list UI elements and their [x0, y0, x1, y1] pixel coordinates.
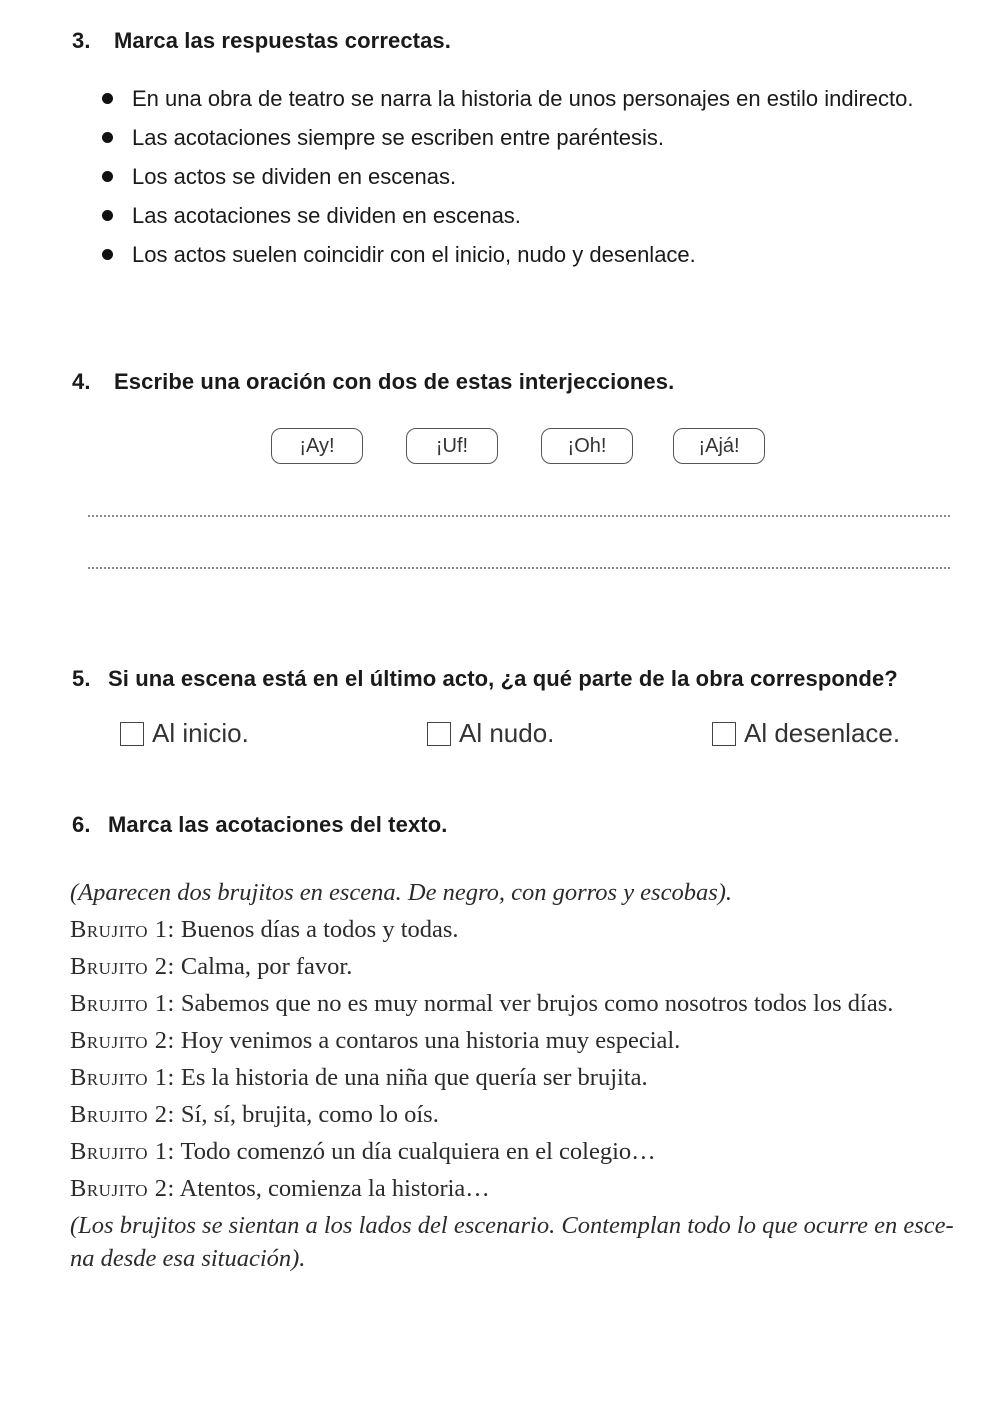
answer-text: En una obra de teatro se narra la historia de unos personajes en estilo indirecto.: [132, 86, 914, 111]
bullet-icon: [102, 171, 113, 182]
stage-direction-opening[interactable]: (Aparecen dos brujitos en escena. De negro, con gorros y escobas).: [70, 879, 733, 906]
interjection-chip-uf: ¡Uf!: [406, 428, 498, 464]
dialogue-line: [70, 1133, 970, 1170]
answer-item[interactable]: [100, 158, 920, 195]
option-inicio[interactable]: [120, 718, 249, 749]
speaker-label: Brujito 2:: [70, 1101, 175, 1128]
interjection-chip-ay: ¡Ay!: [271, 428, 363, 464]
dialogue-line: [70, 911, 970, 948]
question-5-number: 5.: [72, 666, 91, 691]
checkbox-desenlace[interactable]: [712, 722, 736, 746]
question-3-number: 3.: [72, 28, 91, 53]
dialogue-text: Buenos días a todos y todas.: [180, 916, 459, 943]
dialogue-line: [70, 1059, 970, 1096]
dialogue-text: Todo comenzó un día cualquiera en el colegio…: [180, 1138, 656, 1165]
bullet-icon: [102, 93, 113, 104]
speaker-label: Brujito 1:: [70, 990, 175, 1017]
answer-item[interactable]: [100, 80, 920, 117]
bullet-icon: [102, 249, 113, 260]
question-3-title: [72, 28, 451, 54]
checkbox-nudo[interactable]: [427, 722, 451, 746]
question-4-title: [72, 369, 674, 395]
speaker-label: Brujito 2:: [70, 1175, 175, 1202]
dialogue-text: Es la historia de una niña que quería ser brujita.: [180, 1064, 648, 1091]
question-3-answer-list: [100, 80, 920, 275]
question-4-number: 4.: [72, 369, 91, 394]
answer-text: Las acotaciones se dividen en escenas.: [132, 203, 521, 228]
dialogue-line: [70, 1096, 970, 1133]
answer-text: Los actos suelen coincidir con el inicio, nudo y desenlace.: [132, 242, 696, 267]
interjection-chip-oh: ¡Oh!: [541, 428, 633, 464]
speaker-label: Brujito 2:: [70, 1027, 175, 1054]
theatre-script: [70, 874, 970, 1275]
bullet-icon: [102, 132, 113, 143]
question-6-text: Marca las acotaciones del texto.: [108, 812, 448, 837]
dialogue-text: Sí, sí, brujita, como lo oís.: [180, 1101, 439, 1128]
dialogue-text: Hoy venimos a contaros una historia muy especial.: [180, 1027, 681, 1054]
dialogue-text: Sabemos que no es muy normal ver brujos como nosotros todos los días.: [180, 990, 894, 1017]
question-3-text: Marca las respuestas correctas.: [114, 28, 451, 53]
option-inicio-label: Al inicio.: [152, 718, 249, 748]
question-6-number: 6.: [72, 812, 91, 837]
question-4-text: Escribe una oración con dos de estas interjecciones.: [114, 369, 675, 394]
option-nudo[interactable]: [427, 718, 554, 749]
dialogue-line: [70, 1022, 970, 1059]
answer-writing-line-2[interactable]: [88, 567, 950, 569]
dialogue-line: [70, 948, 970, 985]
answer-item[interactable]: [100, 119, 920, 156]
option-desenlace[interactable]: [712, 718, 900, 749]
interjection-chip-aja: ¡Ajá!: [673, 428, 765, 464]
answer-text: Los actos se dividen en escenas.: [132, 164, 457, 189]
answer-item[interactable]: [100, 197, 920, 234]
answer-item[interactable]: [100, 236, 920, 273]
speaker-label: Brujito 1:: [70, 1138, 175, 1165]
answer-writing-line-1[interactable]: [88, 515, 950, 517]
answer-text: Las acotaciones siempre se escriben entre paréntesis.: [132, 125, 664, 150]
stage-direction-closing[interactable]: (Los brujitos se sientan a los lados del escenario. Contemplan todo lo que ocurre en esce-na desde esa situación).: [70, 1212, 954, 1272]
dialogue-text: Calma, por favor.: [180, 953, 353, 980]
speaker-label: Brujito 2:: [70, 953, 175, 980]
bullet-icon: [102, 210, 113, 221]
checkbox-inicio[interactable]: [120, 722, 144, 746]
question-6-title: [72, 812, 447, 838]
question-5-text: Si una escena está en el último acto, ¿a qué parte de la obra corresponde?: [108, 666, 898, 691]
dialogue-text: Atentos, comienza la historia…: [179, 1175, 490, 1202]
speaker-label: Brujito 1:: [70, 916, 175, 943]
dialogue-line: [70, 985, 970, 1022]
option-nudo-label: Al nudo.: [459, 718, 555, 748]
dialogue-line: [70, 1170, 970, 1207]
question-5-title: [72, 666, 898, 692]
option-desenlace-label: Al desenlace.: [744, 718, 901, 748]
speaker-label: Brujito 1:: [70, 1064, 175, 1091]
